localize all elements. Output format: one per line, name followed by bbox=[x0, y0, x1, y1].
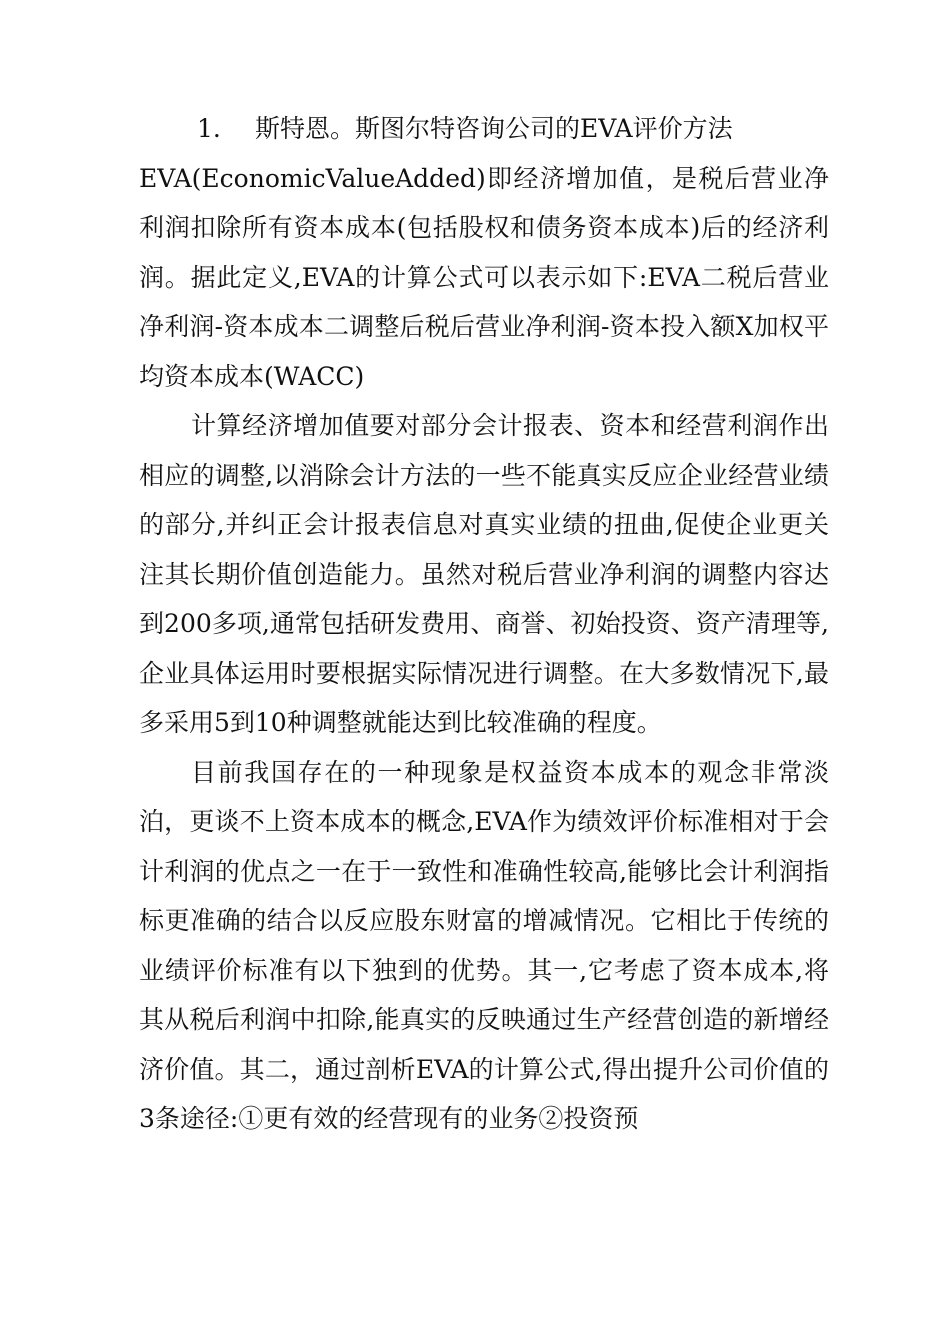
paragraph-eva-definition: EVA(EconomicValueAdded)即经济增加值，是税后营业净利润扣除所有资本成本(包括股权和债务资本成本)后的经济利润。据此定义,EVA的计算公式可以表示如下:EVA二税后营业净利润-资本成本二调整后税后营业净利润-资本投入额X加权平均资本成本(WACC) bbox=[139, 163, 829, 391]
section-title: 斯特恩。斯图尔特咨询公司的EVA评价方法 bbox=[255, 114, 733, 143]
document-body bbox=[139, 104, 829, 1144]
paragraph-eva-advantages: 目前我国存在的一种现象是权益资本成本的观念非常淡泊，更谈不上资本成本的概念,EVA作为绩效评价标准相对于会计利润的优点之一在于一致性和准确性较高,能够比会计利润指标更准确的结合以反应股东财富的增减情况。它相比于传统的业绩评价标准有以下独到的优势。其一,它考虑了资本成本,将其从税后利润中扣除,能真实的反映通过生产经营创造的新增经济价值。其二，通过剖析EVA的计算公式,得出提升公司价值的3条途径:①更有效的经营现有的业务②投资预 bbox=[139, 757, 829, 1133]
section-heading bbox=[139, 104, 829, 154]
section-number: 1. bbox=[197, 114, 221, 143]
paragraph-eva-adjustments: 计算经济增加值要对部分会计报表、资本和经营利润作出相应的调整,以消除会计方法的一些不能真实反应企业经营业绩的部分,并纠正会计报表信息对真实业绩的扭曲,促使企业更关注其长期价值创造能力。虽然对税后营业净利润的调整内容达到200多项,通常包括研发费用、商誉、初始投资、资产清理等,企业具体运用时要根据实际情况进行调整。在大多数情况下,最多采用5到10种调整就能达到比较准确的程度。 bbox=[139, 411, 829, 737]
